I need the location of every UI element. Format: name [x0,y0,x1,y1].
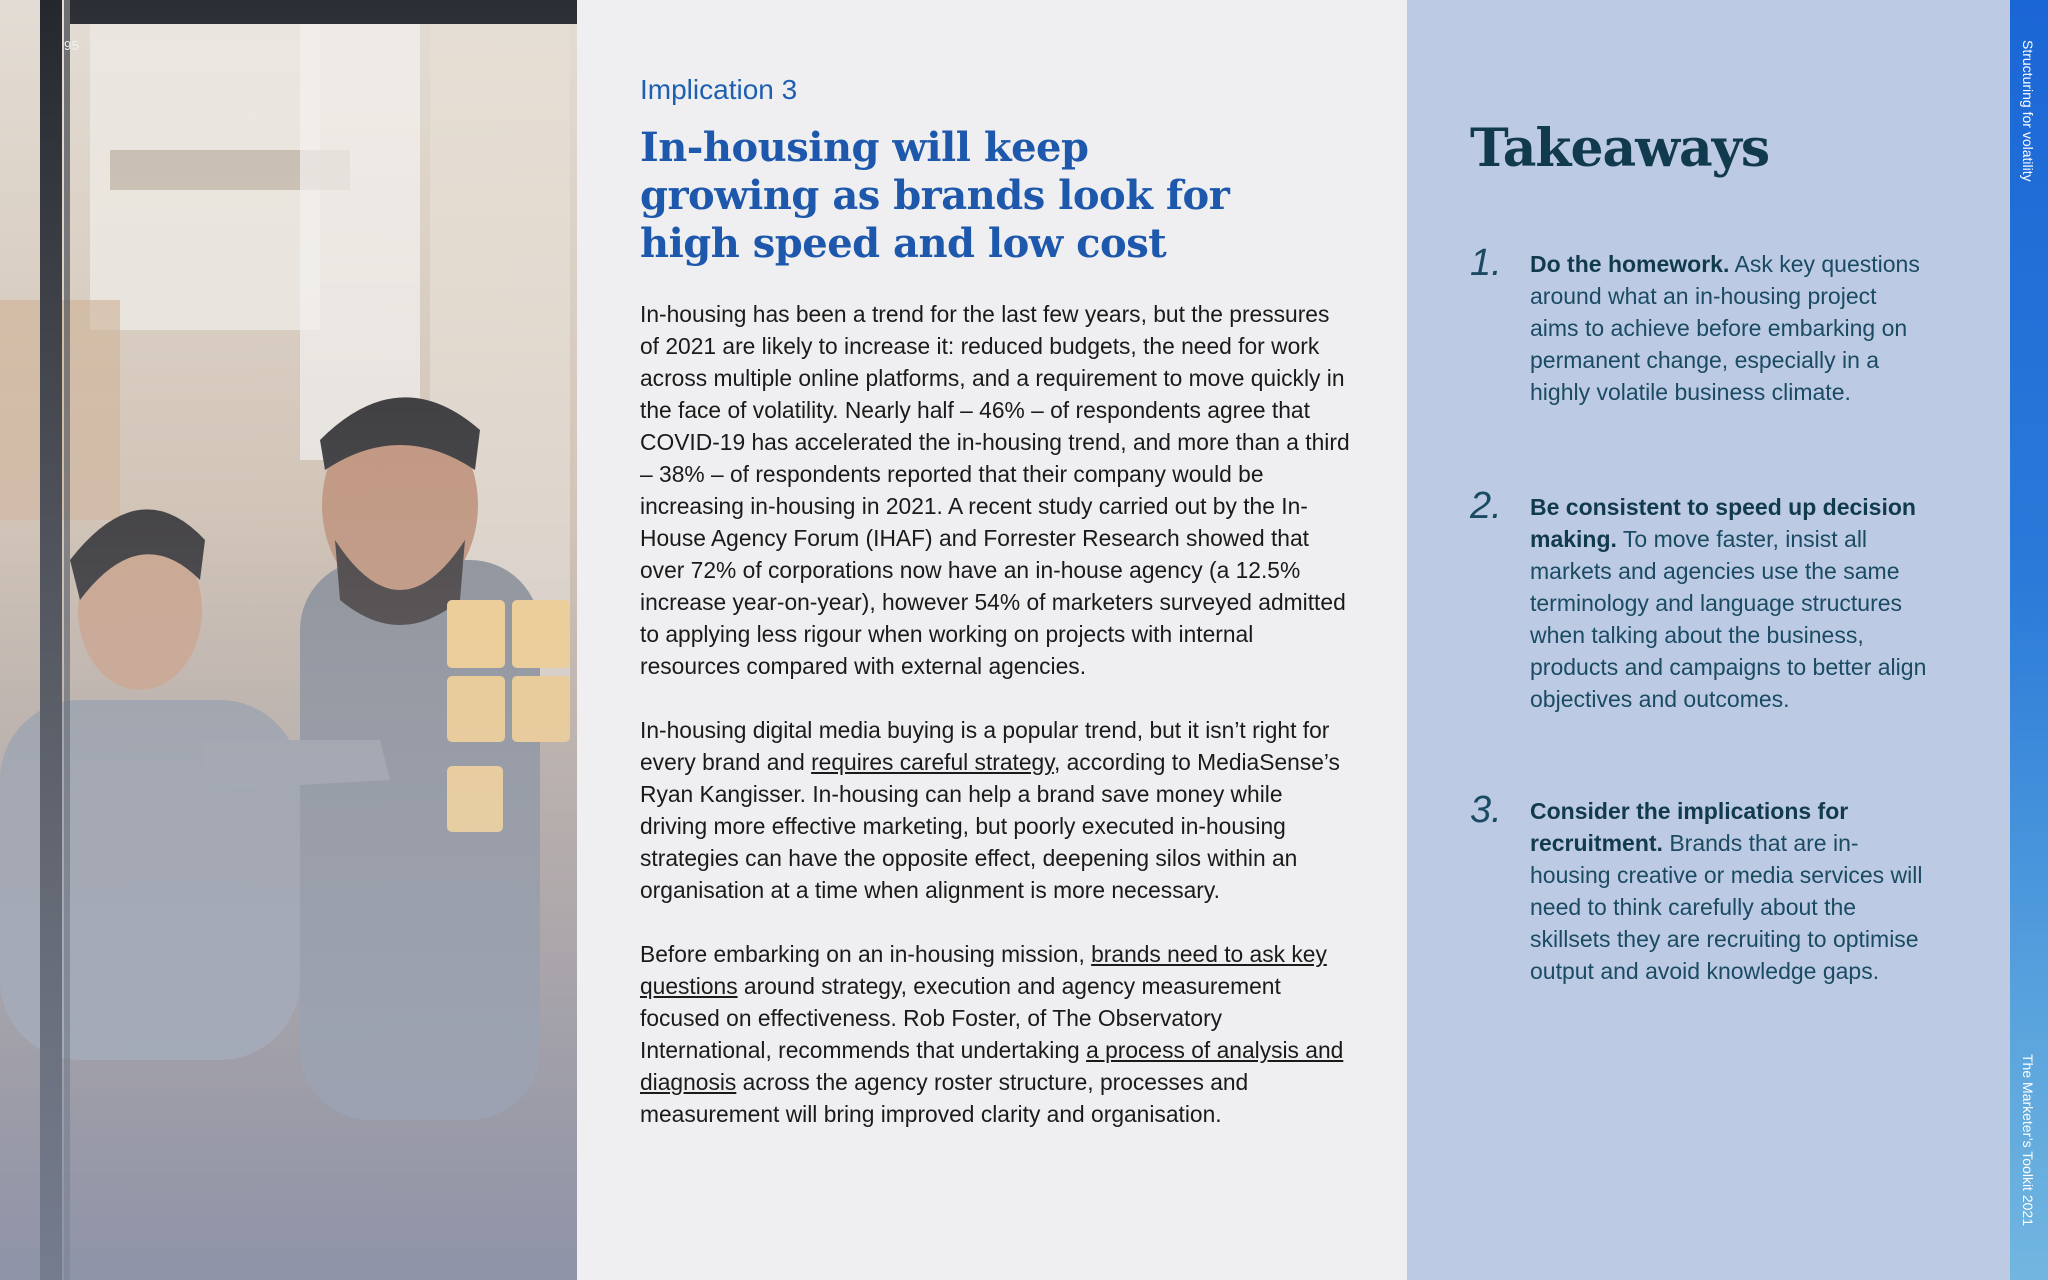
takeaway-text [1530,248,1930,408]
article-paragraph-1 [640,298,1350,682]
takeaway-body: Brands that are in-housing creative or media services will need to think carefully about the skillsets they are recruiting to optimise output and avoid knowledge gaps. [1530,830,1923,984]
article-column [577,0,1407,1280]
link-requires-careful-strategy[interactable]: requires careful strategy [811,749,1054,775]
takeaway-body: To move faster, insist all markets and agencies use the same terminology and language structures when talking about the business, products and campaigns to better align objectives and outcomes. [1530,526,1927,712]
takeaway-body: Ask key questions around what an in-housing project aims to achieve before embarking on permanent change, especially in a highly volatile business climate. [1530,251,1920,405]
takeaway-number: 2. [1470,485,1502,527]
paragraph-text: In-housing digital media buying is a popular trend, but it isn’t right for every brand and [640,717,1330,775]
article-body [640,298,1350,1162]
takeaway-number: 1. [1470,242,1502,284]
section-label: Structuring for volatility [2020,40,2036,182]
article-paragraph-2 [640,714,1350,906]
link-process-of-analysis[interactable]: a process of analysis and diagnosis [640,1037,1344,1095]
takeaway-heading: Be consistent to speed up decision making. [1530,494,1916,552]
takeaway-number: 3. [1470,789,1502,831]
article-kicker: Implication 3 [640,74,798,105]
article-headline: In-housing will keep growing as brands look for high speed and low cost [640,124,1230,267]
paragraph-text: across the agency roster structure, processes and measurement will bring improved clarity and organisation. [640,1069,1249,1127]
article-paragraph-3 [640,938,1350,1130]
takeaway-heading: Do the homework. [1530,251,1730,277]
page-number: 95 [64,38,80,53]
takeaway-text [1530,491,1930,715]
takeaways-title: Takeaways [1470,118,1770,179]
hero-photo [0,0,577,1280]
takeaway-heading: Consider the implications for recruitment. [1530,798,1849,856]
paragraph-text: In-housing has been a trend for the last few years, but the pressures of 2021 are likely to increase it: reduced budgets, the need for work across multiple online platforms, and a requirement to move quickly in the face of volatility. Nearly half – 46% – of respondents agree that COVID-19 has accelerated the in-housing trend, and more than a third – 38% – of respondents reported that their company would be increasing in-housing in 2021. A recent study carried out by the In-House Agency Forum (IHAF) and Forrester Research showed that over 72% of corporations now have an in-house agency (a 12.5% increase year-on-year), however 54% of marketers surveyed admitted to applying less rigour when working on projects with internal resources compared with external agencies. [640,301,1350,679]
takeaways-panel [1407,0,2010,1280]
paragraph-text: around strategy, execution and agency measurement focused on effectiveness. Rob Foster, of The Observatory International, recommends that undertaking [640,973,1281,1063]
publication-label: The Marketer’s Toolkit 2021 [2020,1054,2036,1226]
office-scene-illustration [0,0,577,1280]
paragraph-text: , according to MediaSense’s Ryan Kangisser. In-housing can help a brand save money while driving more effective marketing, but poorly executed in-housing strategies can have the opposite effect, deepening silos within an organisation at a time when alignment is more necessary. [640,749,1340,903]
link-ask-key-questions[interactable]: brands need to ask key questions [640,941,1327,999]
section-edge-strip [2010,0,2048,1280]
paragraph-text: Before embarking on an in-housing mission, [640,941,1092,967]
takeaway-text [1530,795,1930,987]
